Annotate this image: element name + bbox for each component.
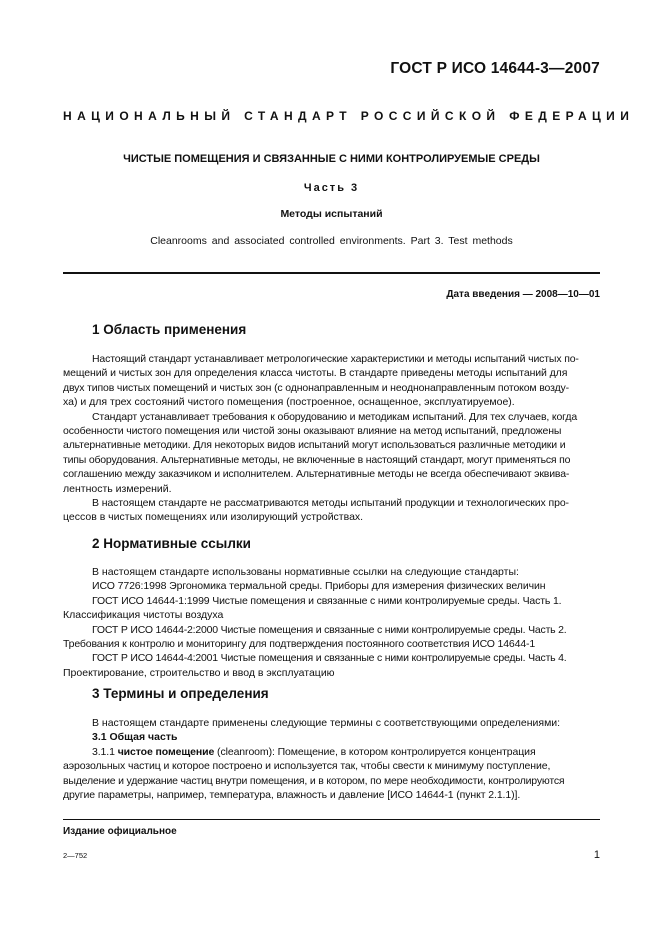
english-title: Cleanrooms and associated controlled environments. Part 3. Test methods	[150, 235, 513, 247]
reference-item: ГОСТ Р ИСО 14644-2:2000 Чистые помещения и связанные с ними контролируемые среды. Часть 2.	[92, 623, 567, 636]
edition-label: Издание официальное	[63, 826, 177, 837]
text-line: альтернативные методики. Для некоторых видов испытаний могут использоваться различные методики и	[63, 439, 566, 452]
reference-item: ГОСТ Р ИСО 14644-4:2001 Чистые помещения и связанные с ними контролируемые среды. Часть 4.	[92, 652, 567, 665]
text-line: выделение и удержание частиц внутри помещения, и в котором, по мере необходимости, контролируются	[63, 774, 565, 787]
text-line: особенности чистого помещения или чистой зоны оказывают влияние на метод испытаний, предложены	[63, 425, 562, 438]
reference-item: ИСО 7726:1998 Эргономика термальной среды. Приборы для измерения физических величин	[92, 580, 546, 593]
section-1-body	[63, 352, 600, 525]
term-definition-line	[63, 745, 600, 759]
text-line: типы оборудования. Альтернативные методы, не включенные в настоящий стандарт, могут применяться по	[63, 453, 571, 466]
text-line: ха) и для трех состояний чистого помещения (построенное, оснащенное, эксплуатируемое).	[63, 396, 515, 409]
print-code: 2—752	[63, 851, 88, 860]
national-standard-banner: НАЦИОНАЛЬНЫЙ СТАНДАРТ РОССИЙСКОЙ ФЕДЕРАЦИИ	[63, 109, 635, 123]
text-line: цессов в чистых помещениях или изолирующий устройствах.	[63, 511, 364, 524]
text-line: двух типов чистых помещений и чистых зон (с однонаправленным и неоднонаправленным потоком возду-	[63, 381, 569, 394]
reference-item: Проектирование, строительство и ввод в эксплуатацию	[63, 666, 335, 679]
standard-subtitle: Методы испытаний	[280, 208, 383, 220]
text-line: В настоящем стандарте не рассматриваются методы испытаний продукции и технологических про-	[92, 497, 569, 510]
text-line: аэрозольных частиц и которое построено и используется так, чтобы свести к минимуму поступление,	[63, 760, 551, 773]
text-line: мещений и чистых зон для определения класса чистоты. В стандарте приведены методы испытаний для	[63, 367, 568, 380]
reference-item: Требования к контролю и мониторингу для подтверждения постоянного соответствия ИСО 14644-1	[63, 638, 536, 651]
term-number: 3.1.1	[92, 745, 115, 758]
text-line: другие параметры, например, температура, влажность и давление [ИСО 14644-1 (пункт 2.1.1)].	[63, 789, 521, 802]
text-line: Настоящий стандарт устанавливает метрологические характеристики и методы испытаний чистых по-	[92, 353, 579, 365]
text-line: лентность измерений.	[63, 482, 172, 495]
term-name: чистое помещение	[117, 745, 215, 758]
text-line: В настоящем стандарте применены следующие термины с соответствующими определениями:	[92, 717, 561, 729]
text-line: Стандарт устанавливает требования к оборудованию и методикам испытаний. Для тех случаев, когда	[92, 410, 578, 423]
section-3-body	[63, 716, 600, 802]
introduction-date: Дата введения — 2008—10—01	[446, 289, 600, 300]
standard-title: ЧИСТЫЕ ПОМЕЩЕНИЯ И СВЯЗАННЫЕ С НИМИ КОНТРОЛИРУЕМЫЕ СРЕДЫ	[123, 153, 540, 165]
footer-divider	[63, 819, 600, 820]
page-number: 1	[593, 849, 600, 861]
title-divider	[63, 272, 600, 274]
section-2-heading: 2 Нормативные ссылки	[92, 536, 251, 551]
section-1-heading: 1 Область применения	[92, 322, 247, 337]
reference-item: Классификация чистоты воздуха	[63, 609, 224, 622]
text-line: соглашению между заказчиком и исполнителем. Альтернативные методы не всегда обеспечивают эквива-	[63, 468, 570, 481]
part-label: Часть 3	[303, 182, 360, 194]
section-2-body	[63, 565, 600, 680]
section-3-heading: 3 Термины и определения	[92, 686, 269, 701]
text-line: В настоящем стандарте использованы нормативные ссылки на следующие стандарты:	[92, 566, 519, 578]
reference-item: ГОСТ ИСО 14644-1:1999 Чистые помещения и связанные с ними контролируемые среды. Часть 1.	[92, 594, 562, 607]
term-definition-start: (cleanroom): Помещение, в котором контролируется концентрация	[217, 745, 536, 758]
document-code: ГОСТ Р ИСО 14644-3—2007	[390, 60, 600, 77]
subsection-heading: 3.1 Общая часть	[92, 731, 178, 744]
